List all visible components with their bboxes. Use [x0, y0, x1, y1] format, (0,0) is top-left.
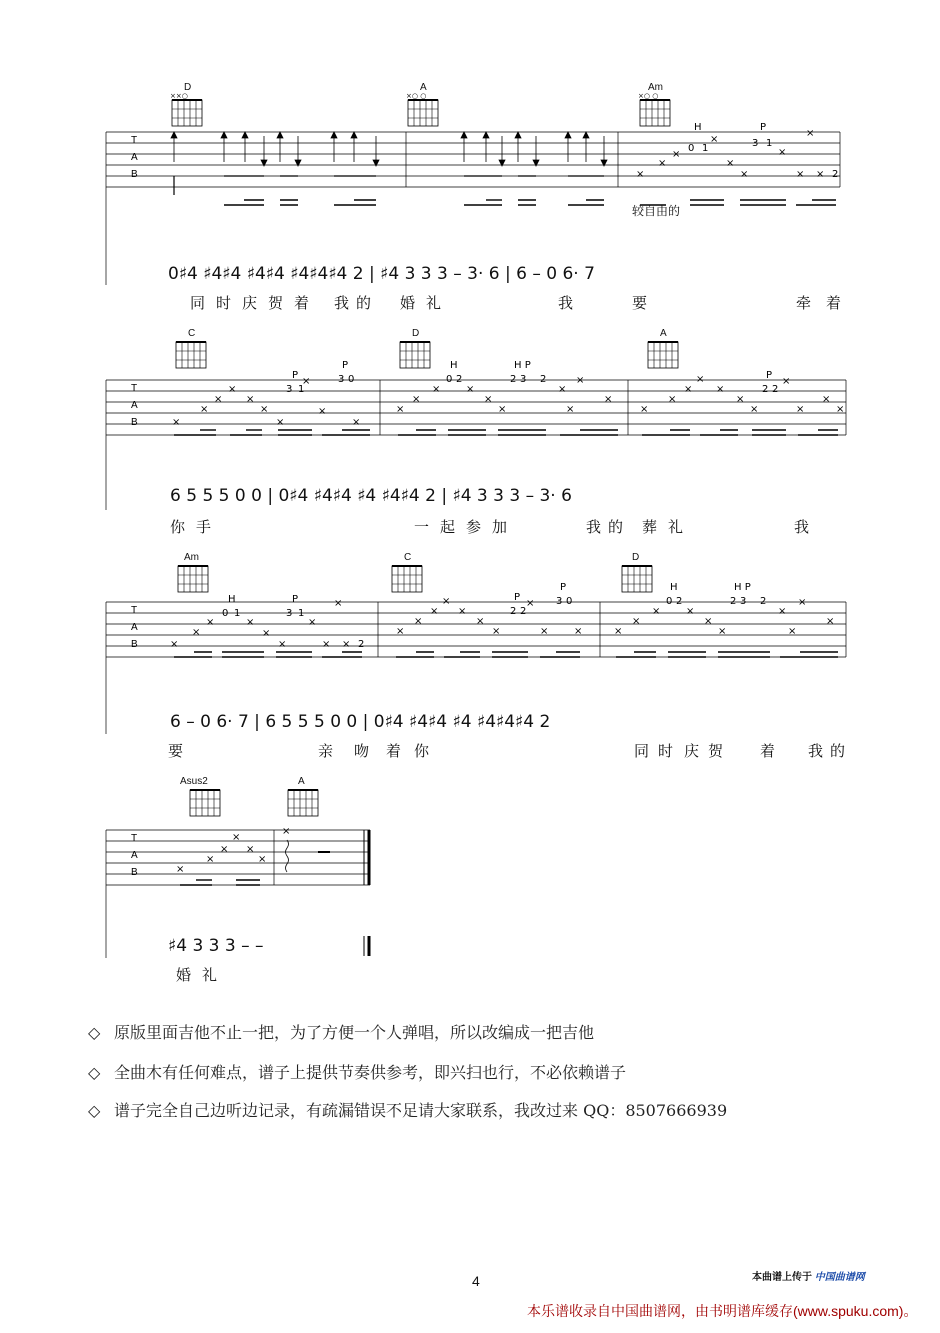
- chord-label: C: [404, 552, 412, 563]
- svg-text:×: ×: [308, 617, 317, 628]
- svg-text:2: 2: [832, 169, 839, 180]
- jianpu-row-4: ♯4 3 3 3 – –: [168, 936, 264, 956]
- svg-text:0: 0: [666, 596, 673, 607]
- svg-text:2: 2: [730, 596, 737, 607]
- chord-diagram-d: [170, 92, 202, 126]
- lyric-char: 庆: [242, 294, 258, 312]
- svg-text:×: ×: [822, 394, 831, 405]
- svg-text:0: 0: [222, 608, 229, 619]
- svg-text:3: 3: [338, 374, 345, 385]
- lyric-char: 时: [658, 742, 674, 760]
- svg-text:×: ×: [684, 384, 693, 395]
- svg-text:×: ×: [632, 616, 641, 627]
- svg-text:×: ×: [200, 404, 209, 415]
- svg-text:T: T: [131, 135, 138, 146]
- diamond-bullet-icon: ◇: [88, 1063, 101, 1082]
- chord-label: Asus2: [180, 776, 208, 787]
- lyric-char: 参: [466, 518, 482, 536]
- svg-text:P: P: [292, 370, 299, 381]
- lyric-char: 我: [808, 742, 824, 760]
- svg-text:×: ×: [566, 404, 575, 415]
- svg-text:×: ×: [788, 626, 797, 637]
- svg-text:2: 2: [762, 384, 769, 395]
- svg-text:3: 3: [520, 374, 527, 385]
- svg-text:×: ×: [782, 376, 791, 387]
- lyric-char: 着: [386, 742, 402, 760]
- lyric-char: 吻: [354, 742, 370, 760]
- svg-text:×: ×: [476, 616, 485, 627]
- svg-text:×: ×: [466, 384, 475, 395]
- lyric-char: 着: [760, 742, 776, 760]
- svg-text:×: ×: [696, 374, 705, 385]
- svg-text:3: 3: [286, 608, 293, 619]
- source-line: 本乐谱收录自中国曲谱网，由书明谱库缓存(www.spuku.com)。: [527, 1303, 918, 1319]
- chord-diagram-am: [638, 92, 670, 126]
- site-logo: 中国曲谱网: [814, 1272, 865, 1283]
- svg-text:0: 0: [446, 374, 453, 385]
- svg-text:×: ×: [442, 596, 451, 607]
- svg-text:×: ×: [686, 606, 695, 617]
- svg-text:×: ×: [318, 406, 327, 417]
- svg-text:A: A: [131, 622, 138, 633]
- svg-text:A: A: [131, 152, 138, 163]
- svg-text:B: B: [131, 417, 138, 428]
- svg-text:×: ×: [816, 169, 825, 180]
- svg-text:×: ×: [262, 628, 271, 639]
- lyric-char: 礼: [426, 294, 442, 312]
- svg-text:×: ×: [214, 394, 223, 405]
- svg-text:×: ×: [672, 149, 681, 160]
- chord-label: D: [184, 82, 192, 93]
- svg-text:×: ×: [232, 832, 241, 843]
- lyric-char: 着: [294, 294, 310, 312]
- lyric-char: 婚: [400, 294, 416, 312]
- lyric-char: 起: [440, 518, 456, 536]
- lyric-char: 我: [334, 294, 350, 312]
- svg-text:1: 1: [702, 143, 709, 154]
- svg-text:3: 3: [556, 596, 563, 607]
- chord-label: D: [632, 552, 640, 563]
- lyric-char: 礼: [202, 966, 218, 984]
- jianpu-row-3: 6 – 0 6· 7 | 6 5 5 5 0 0 | 0♯4 ♯4♯4 ♯4 ♯4♯4♯4 2: [170, 712, 551, 732]
- svg-text:×: ×: [430, 606, 439, 617]
- lyric-char: 要: [168, 742, 184, 760]
- svg-text:3: 3: [286, 384, 293, 395]
- svg-text:2: 2: [760, 596, 767, 607]
- svg-text:×: ×: [206, 617, 215, 628]
- lyric-char: 葬: [642, 518, 658, 536]
- diamond-bullet-icon: ◇: [88, 1023, 101, 1042]
- note-text: 全曲木有任何难点，谱子上提供节奏供参考，即兴扫也行，不必依赖谱子: [114, 1063, 627, 1082]
- system-2: [0, 328, 940, 548]
- chord-label: C: [188, 328, 196, 339]
- svg-text:A: A: [131, 850, 138, 861]
- svg-text:P: P: [560, 582, 567, 593]
- chord-diagram-am: [178, 566, 208, 592]
- chord-diagram-asus2: [190, 790, 220, 816]
- chord-label: A: [298, 776, 305, 787]
- chord-label: Am: [648, 82, 663, 93]
- svg-text:×: ×: [726, 158, 735, 169]
- svg-text:×: ×: [432, 384, 441, 395]
- svg-text:P: P: [342, 360, 349, 371]
- tab-staff-2: [0, 328, 940, 548]
- note-1: [88, 1020, 594, 1043]
- note-2: [88, 1060, 626, 1083]
- lyric-char: 我: [794, 518, 810, 536]
- lyric-char: 手: [196, 518, 212, 536]
- chord-label: Am: [184, 552, 199, 563]
- svg-text:2: 2: [358, 639, 365, 650]
- svg-text:×: ×: [796, 404, 805, 415]
- svg-text:×: ×: [414, 616, 423, 627]
- svg-text:2: 2: [540, 374, 547, 385]
- lyric-char: 我: [558, 294, 574, 312]
- svg-text:×: ×: [640, 404, 649, 415]
- svg-text:×: ×: [396, 626, 405, 637]
- lyric-char: 贺: [708, 742, 724, 760]
- chord-label: D: [412, 328, 420, 339]
- lyric-char: 时: [216, 294, 232, 312]
- jianpu-row-2: 6 5 5 5 0 0 | 0♯4 ♯4♯4 ♯4 ♯4♯4 2 | ♯4 3 3 3 – 3· 6: [170, 486, 572, 506]
- diamond-bullet-icon: ◇: [88, 1101, 101, 1120]
- lyric-char: 要: [632, 294, 648, 312]
- svg-text:×: ×: [540, 626, 549, 637]
- jianpu-row-1: 0♯4 ♯4♯4 ♯4♯4 ♯4♯4♯4 2 | ♯4 3 3 3 – 3· 6 | 6 – 0 6· 7: [168, 264, 595, 284]
- svg-text:×: ×: [526, 598, 535, 609]
- svg-text:×: ×: [710, 134, 719, 145]
- lyric-char: 的: [356, 294, 372, 312]
- chord-diagram-d: [622, 566, 652, 592]
- svg-text:×: ×: [778, 606, 787, 617]
- lyric-char: 贺: [268, 294, 284, 312]
- lyric-char: 牵: [796, 294, 812, 312]
- svg-text:A: A: [131, 400, 138, 411]
- svg-text:T: T: [131, 383, 138, 394]
- svg-text:B: B: [131, 639, 138, 650]
- svg-text:H P: H P: [514, 360, 531, 371]
- svg-text:×: ×: [636, 169, 645, 180]
- svg-text:×: ×: [796, 169, 805, 180]
- svg-text:1: 1: [766, 138, 773, 149]
- svg-text:×○ ○: ×○ ○: [406, 92, 427, 100]
- lyric-char: 你: [170, 518, 186, 536]
- svg-text:H: H: [450, 360, 458, 371]
- svg-text:P: P: [292, 594, 299, 605]
- svg-text:×: ×: [498, 404, 507, 415]
- lyric-char: 同: [634, 742, 650, 760]
- svg-text:T: T: [131, 833, 138, 844]
- svg-text:3: 3: [752, 138, 759, 149]
- svg-text:×: ×: [798, 597, 807, 608]
- svg-text:×: ×: [246, 844, 255, 855]
- svg-text:×: ×: [718, 626, 727, 637]
- svg-text:T: T: [131, 605, 138, 616]
- svg-text:3: 3: [740, 596, 747, 607]
- chord-diagram-a: [288, 790, 318, 816]
- svg-text:2: 2: [456, 374, 463, 385]
- svg-text:1: 1: [298, 608, 305, 619]
- svg-text:×: ×: [806, 128, 815, 139]
- svg-text:2: 2: [510, 606, 517, 617]
- svg-text:P: P: [514, 592, 521, 603]
- note-3: [88, 1098, 727, 1121]
- svg-text:×: ×: [458, 606, 467, 617]
- svg-text:1: 1: [298, 384, 305, 395]
- svg-text:×: ×: [302, 376, 311, 387]
- svg-text:×: ×: [658, 158, 667, 169]
- svg-text:×: ×: [484, 394, 493, 405]
- svg-text:2: 2: [772, 384, 779, 395]
- chord-diagram-a: [648, 342, 678, 368]
- svg-text:×: ×: [704, 616, 713, 627]
- tab-staff-4: [0, 774, 940, 994]
- svg-text:2: 2: [510, 374, 517, 385]
- lyric-char: 礼: [668, 518, 684, 536]
- upload-text: 本曲谱上传于: [752, 1272, 812, 1283]
- svg-text:×: ×: [352, 417, 361, 428]
- svg-text:×: ×: [396, 404, 405, 415]
- svg-text:×: ×: [172, 417, 181, 428]
- lyric-char: 同: [190, 294, 206, 312]
- svg-text:H: H: [670, 582, 678, 593]
- svg-text:×: ×: [604, 394, 613, 405]
- svg-text:×: ×: [576, 375, 585, 386]
- chord-diagram-c: [176, 342, 206, 368]
- svg-text:P: P: [760, 122, 767, 133]
- svg-text:×: ×: [492, 626, 501, 637]
- chord-diagram-a: [406, 92, 438, 126]
- svg-text:0: 0: [688, 143, 695, 154]
- svg-text:0: 0: [566, 596, 573, 607]
- lyric-char: 一: [414, 518, 430, 536]
- svg-text:B: B: [131, 867, 138, 878]
- svg-text:H P: H P: [734, 582, 751, 593]
- svg-text:×: ×: [276, 417, 285, 428]
- tempo-note: 较自由的: [632, 204, 681, 218]
- upload-credit: [752, 1268, 865, 1283]
- svg-text:×: ×: [282, 826, 291, 837]
- chord-diagram-c: [392, 566, 422, 592]
- lyric-char: 的: [608, 518, 624, 536]
- svg-text:0: 0: [348, 374, 355, 385]
- chord-diagram-d: [400, 342, 430, 368]
- svg-text:×: ×: [220, 844, 229, 855]
- lyric-char: 我: [586, 518, 602, 536]
- svg-text:×: ×: [652, 606, 661, 617]
- lyric-char: 庆: [684, 742, 700, 760]
- chord-label: A: [420, 82, 427, 93]
- note-text: 原版里面吉他不止一把，为了方便一个人弹唱，所以改编成一把吉他: [114, 1023, 595, 1042]
- lyric-char: 着: [826, 294, 842, 312]
- page-number: 4: [472, 1273, 480, 1289]
- svg-text:×: ×: [322, 639, 331, 650]
- system-1: [0, 80, 940, 310]
- lyric-char: 加: [492, 518, 508, 536]
- svg-text:×: ×: [342, 639, 351, 650]
- svg-text:×: ×: [836, 404, 845, 415]
- tab-staff-3: [0, 550, 940, 770]
- svg-text:2: 2: [676, 596, 683, 607]
- svg-text:×: ×: [170, 639, 179, 650]
- svg-text:×: ×: [826, 616, 835, 627]
- svg-text:×: ×: [278, 639, 287, 650]
- svg-text:×: ×: [740, 169, 749, 180]
- system-4: [0, 774, 940, 994]
- svg-text:×: ×: [206, 854, 215, 865]
- svg-text:2: 2: [520, 606, 527, 617]
- svg-text:×: ×: [668, 394, 677, 405]
- svg-text:P: P: [766, 370, 773, 381]
- svg-text:×: ×: [716, 384, 725, 395]
- note-text: 谱子完全自己边听边记录，有疏漏错误不足请大家联系，我改过来 QQ：8507666939: [114, 1101, 728, 1120]
- svg-text:×: ×: [176, 864, 185, 875]
- svg-text:×: ×: [736, 394, 745, 405]
- svg-text:×: ×: [334, 598, 343, 609]
- svg-text:×: ×: [192, 627, 201, 638]
- lyric-char: 婚: [176, 966, 192, 984]
- svg-text:×: ×: [260, 404, 269, 415]
- svg-text:×: ×: [558, 384, 567, 395]
- lyric-char: 亲: [318, 742, 334, 760]
- svg-text:B: B: [131, 169, 138, 180]
- svg-text:×○ ○: ×○ ○: [638, 92, 659, 100]
- svg-text:×: ×: [750, 404, 759, 415]
- svg-text:×: ×: [228, 384, 237, 395]
- svg-text:H: H: [694, 122, 702, 133]
- svg-text:×: ×: [574, 626, 583, 637]
- lyric-char: 你: [414, 742, 430, 760]
- lyric-char: 的: [830, 742, 846, 760]
- svg-text:×: ×: [412, 394, 421, 405]
- chord-label: A: [660, 328, 667, 339]
- svg-text:1: 1: [234, 608, 241, 619]
- svg-text:H: H: [228, 594, 236, 605]
- svg-text:××○: ××○: [170, 92, 188, 100]
- svg-text:×: ×: [258, 854, 267, 865]
- system-3: [0, 550, 940, 770]
- svg-text:×: ×: [246, 394, 255, 405]
- svg-text:×: ×: [614, 626, 623, 637]
- svg-text:×: ×: [778, 147, 787, 158]
- svg-text:×: ×: [246, 617, 255, 628]
